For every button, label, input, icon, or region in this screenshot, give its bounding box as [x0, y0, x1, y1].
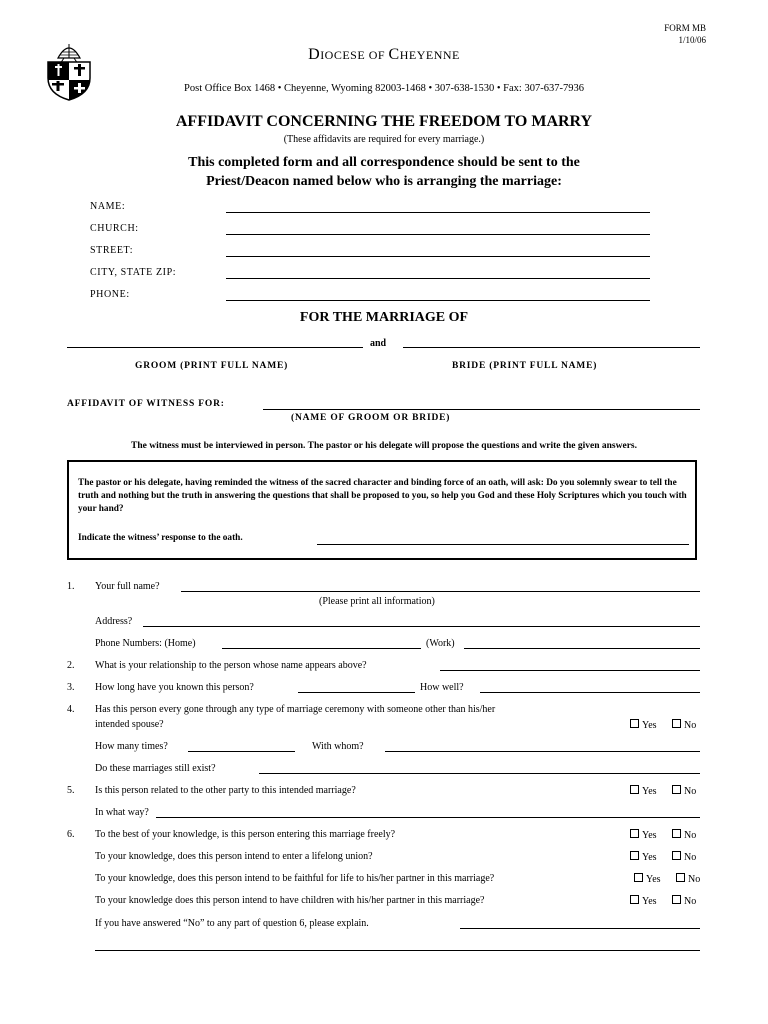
groom-name-line[interactable]	[67, 347, 363, 348]
q4-times-label: How many times?	[95, 741, 168, 752]
q4-yes-checkbox[interactable]: Yes	[630, 719, 657, 731]
q4-whom-label: With whom?	[312, 741, 364, 752]
checkbox-icon[interactable]	[630, 851, 639, 860]
q1-phone-work-line[interactable]	[464, 648, 700, 649]
witness-caption: (NAME OF GROOM OR BRIDE)	[291, 413, 451, 423]
q4-exist-label: Do these marriages still exist?	[95, 763, 216, 774]
oath-box	[67, 460, 697, 560]
oath-response-line[interactable]	[317, 544, 689, 545]
q6c-no-checkbox[interactable]: No	[676, 873, 700, 885]
q5-number: 5.	[67, 785, 75, 796]
q6-number: 6.	[67, 829, 75, 840]
q1-label: Your full name?	[95, 581, 160, 592]
q1-phone-home-line[interactable]	[222, 648, 421, 649]
q6c-yes-checkbox[interactable]: Yes	[634, 873, 661, 885]
q6a-label: To the best of your knowledge, is this person entering this marriage freely?	[95, 829, 396, 840]
checkbox-icon[interactable]	[630, 829, 639, 838]
checkbox-icon[interactable]	[672, 851, 681, 860]
q3-number: 3.	[67, 682, 75, 693]
checkbox-icon[interactable]	[630, 785, 639, 794]
q2-line[interactable]	[440, 670, 700, 671]
q4-no-checkbox[interactable]: No	[672, 719, 696, 731]
name-line[interactable]	[226, 212, 650, 213]
q6b-label: To your knowledge, does this person intend to enter a lifelong union?	[95, 851, 373, 862]
q6a-yes-checkbox[interactable]: Yes	[630, 829, 657, 841]
q2-label: What is your relationship to the person whose name appears above?	[95, 660, 367, 671]
checkbox-icon[interactable]	[672, 829, 681, 838]
q2-number: 2.	[67, 660, 75, 671]
q4-number: 4.	[67, 704, 75, 715]
q6-explain-line-2[interactable]	[95, 950, 700, 951]
checkbox-icon[interactable]	[672, 719, 681, 728]
q3-how-well-label: How well?	[420, 682, 464, 693]
form-subtitle: (These affidavits are required for every marriage.)	[283, 134, 485, 145]
q6b-yes-checkbox[interactable]: Yes	[630, 851, 657, 863]
phone-line[interactable]	[226, 300, 650, 301]
diocese-name: DIOCESE OF CHEYENNE	[308, 46, 460, 63]
q5-way-line[interactable]	[156, 817, 700, 818]
street-field[interactable]: STREET:	[90, 245, 650, 261]
q3-how-well-line[interactable]	[480, 692, 700, 693]
witness-for-line[interactable]	[263, 409, 700, 410]
groom-caption: GROOM (PRINT FULL NAME)	[135, 361, 289, 371]
q6a-no-checkbox[interactable]: No	[672, 829, 696, 841]
witness-label: AFFIDAVIT OF WITNESS FOR:	[67, 399, 225, 409]
q5-way-label: In what way?	[95, 807, 149, 818]
q4-exist-line[interactable]	[259, 773, 700, 774]
q6c-label: To your knowledge, does this person intend to be faithful for life to his/her partner in this marriage?	[95, 873, 495, 884]
q6d-label: To your knowledge does this person intend to have children with his/her partner in this marriage?	[95, 895, 485, 906]
q4-label-line2: intended spouse?	[95, 719, 164, 730]
q6-explain-line-1[interactable]	[460, 928, 700, 929]
q5-yes-checkbox[interactable]: Yes	[630, 785, 657, 797]
q5-no-checkbox[interactable]: No	[672, 785, 696, 797]
q4-label-line1: Has this person every gone through any type of marriage ceremony with someone other than his/her	[95, 704, 496, 715]
oath-response-label: Indicate the witness’ response to the oath.	[78, 533, 243, 543]
checkbox-icon[interactable]	[676, 873, 685, 882]
interview-note: The witness must be interviewed in person. The pastor or his delegate will propose the questions and write the given answers.	[131, 441, 637, 451]
q1-full-name-line[interactable]	[181, 591, 700, 592]
q6d-yes-checkbox[interactable]: Yes	[630, 895, 657, 907]
q6b-no-checkbox[interactable]: No	[672, 851, 696, 863]
q5-label: Is this person related to the other party to this intended marriage?	[95, 785, 356, 796]
oath-text: The pastor or his delegate, having reminded the witness of the sacred character and binding force of an oath, will ask: Do you solemnly swear to tell the truth and nothing but the truth in answering the questions that shall be proposed to you, so help you God and these Holy Scriptures which you touch with your hand?	[78, 478, 687, 514]
q1-phone-work-label: (Work)	[426, 638, 455, 649]
church-field[interactable]: CHURCH:	[90, 223, 650, 239]
q1-address-line[interactable]	[143, 626, 700, 627]
send-to-line-2: Priest/Deacon named below who is arranging the marriage:	[206, 174, 562, 189]
name-field[interactable]: NAME:	[90, 201, 650, 217]
form-number: FORM MB	[664, 23, 706, 33]
form-title: AFFIDAVIT CONCERNING THE FREEDOM TO MARRY	[175, 113, 593, 130]
send-to-instructions	[0, 153, 768, 191]
q6-explain-label: If you have answered “No” to any part of question 6, please explain.	[95, 918, 369, 929]
send-to-line-1: This completed form and all correspondence should be sent to the	[188, 155, 580, 170]
checkbox-icon[interactable]	[634, 873, 643, 882]
q1-note: (Please print all information)	[319, 596, 435, 607]
diocese-address: Post Office Box 1468 • Cheyenne, Wyoming 82003-1468 • 307-638-1530 • Fax: 307-637-7936	[184, 83, 584, 94]
q4-times-line[interactable]	[188, 751, 295, 752]
form-id	[664, 22, 706, 46]
q3-label: How long have you known this person?	[95, 682, 254, 693]
q6d-no-checkbox[interactable]: No	[672, 895, 696, 907]
q3-how-long-line[interactable]	[298, 692, 415, 693]
church-line[interactable]	[226, 234, 650, 235]
form-date: 1/10/06	[678, 35, 706, 45]
checkbox-icon[interactable]	[672, 785, 681, 794]
q1-number: 1.	[67, 581, 75, 592]
q1-phone-home-label: Phone Numbers: (Home)	[95, 638, 196, 649]
q4-whom-line[interactable]	[385, 751, 700, 752]
street-line[interactable]	[226, 256, 650, 257]
checkbox-icon[interactable]	[630, 719, 639, 728]
bride-caption: BRIDE (PRINT FULL NAME)	[452, 361, 598, 371]
q1-address-label: Address?	[95, 616, 133, 627]
phone-field[interactable]: PHONE:	[90, 289, 650, 305]
checkbox-icon[interactable]	[672, 895, 681, 904]
and-label: and	[370, 338, 387, 349]
marriage-heading: FOR THE MARRIAGE OF	[299, 310, 469, 325]
city-state-zip-line[interactable]	[226, 278, 650, 279]
bride-name-line[interactable]	[403, 347, 700, 348]
checkbox-icon[interactable]	[630, 895, 639, 904]
city-state-zip-field[interactable]: CITY, STATE ZIP:	[90, 267, 650, 283]
